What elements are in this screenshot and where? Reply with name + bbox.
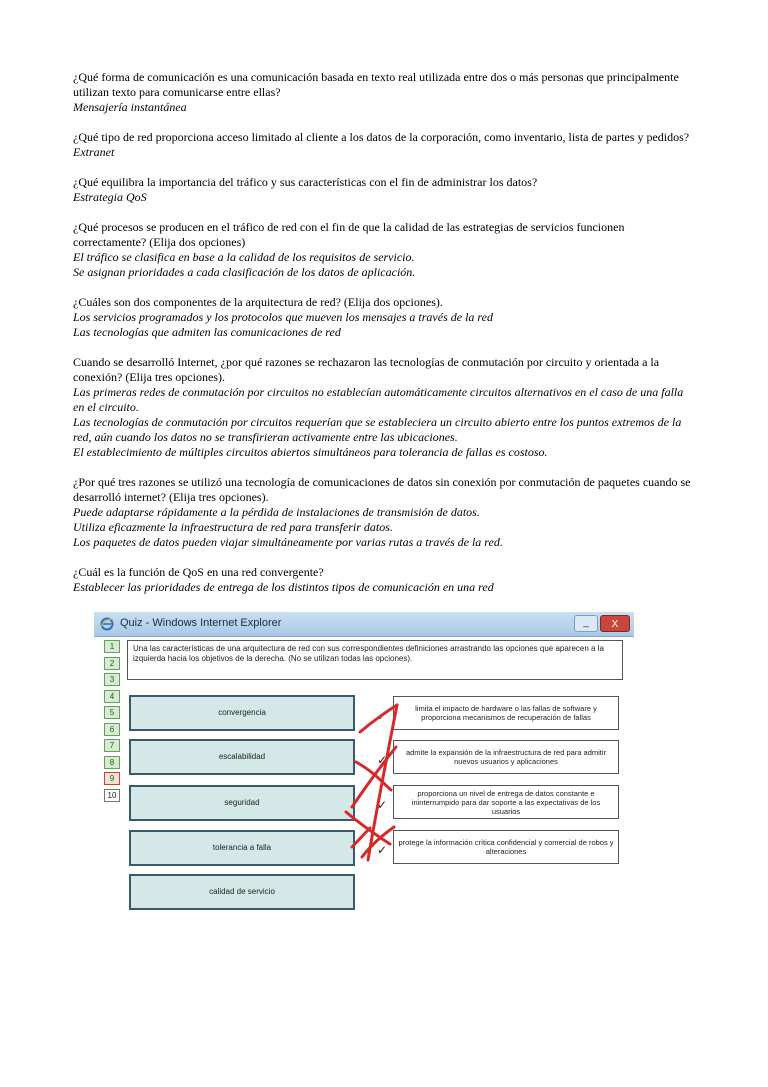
check-icon: ✓ (377, 798, 388, 812)
qa-item (73, 565, 693, 595)
answer-text: Las tecnologías que admiten las comunicaciones de red (73, 325, 341, 339)
qa-item (73, 220, 693, 280)
answer-text: Establecer las prioridades de entrega de los distintos tipos de comunicación en una red (73, 580, 494, 594)
qa-item (73, 175, 693, 205)
check-icon: ✓ (377, 709, 388, 723)
answer-text: Extranet (73, 145, 115, 159)
answer-text: Estrategia QoS (73, 190, 147, 204)
check-icon: ✓ (377, 843, 388, 857)
check-icon: ✓ (377, 753, 388, 767)
document-body (73, 70, 693, 610)
quiz-screenshot (94, 612, 634, 926)
minimize-button[interactable]: _ (574, 615, 598, 632)
answer-text: Puede adaptarse rápidamente a la pérdida de instalaciones de transmisión de datos. (73, 505, 480, 519)
answer-text: El tráfico se clasifica en base a la calidad de los requisitos de servicio. (73, 250, 415, 264)
answer-text: El establecimiento de múltiples circuitos abiertos simultáneos para tolerancia de fallas es costoso. (73, 445, 548, 459)
target-3-text: proporciona un nivel de entrega de datos constante e ininterrumpido para dar soporte a las expectativas de los usuarios (411, 788, 601, 816)
question-number-button[interactable]: 4 (104, 690, 120, 703)
qa-item (73, 475, 693, 550)
question-number-button[interactable]: 5 (104, 706, 120, 719)
question-text: ¿Cuáles son dos componentes de la arquitectura de red? (Elija dos opciones). (73, 295, 443, 309)
option-escalabilidad[interactable]: escalabilidad (129, 739, 355, 775)
question-text: Cuando se desarrolló Internet, ¿por qué razones se rechazaron las tecnologías de conmutación por circuito y orientada a la conexión? (Elija tres opciones). (73, 355, 660, 384)
answer-text: Las tecnologías de conmutación por circuitos requerían que se estableciera un circuito abierto entre los puntos extremos de la red, aún cuando los datos no se transfirieran activamente entre las ubicaciones. (73, 415, 682, 444)
question-text: ¿Qué tipo de red proporciona acceso limitado al cliente a los datos de la corporación, como inventario, lista de partes y pedidos? (73, 130, 690, 144)
question-number-button[interactable]: 2 (104, 657, 120, 670)
question-number-button[interactable]: 8 (104, 756, 120, 769)
quiz-instructions: Una las características de una arquitectura de red con sus correspondientes definiciones arrastrando las opciones que aparecen a la izquierda hacia los objetivos de la derecha. (No se utilizan todas las opciones). (127, 640, 623, 680)
target-1-text: limita el impacto de hardware o las fallas de software y proporciona mecanismos de recuperación de fallas (415, 704, 597, 722)
target-2-text: admite la expansión de la infraestructura de red para admitir nuevos usuarios y aplicaciones (405, 748, 607, 766)
question-text: ¿Qué procesos se producen en el tráfico de red con el fin de que la calidad de las estrategias de servicios funcionen correctamente? (Elija dos opciones) (73, 220, 625, 249)
qa-item (73, 355, 693, 460)
answer-text: Utiliza eficazmente la infraestructura de red para transferir datos. (73, 520, 393, 534)
close-button[interactable]: X (600, 615, 630, 632)
question-number-button[interactable]: 9 (104, 772, 120, 785)
red-mark-line (352, 828, 370, 847)
answer-text: Mensajería instantánea (73, 100, 187, 114)
answer-text: Los paquetes de datos pueden viajar simultáneamente por varias rutas a través de la red. (73, 535, 503, 549)
question-number-button[interactable]: 6 (104, 723, 120, 736)
option-convergencia[interactable]: convergencia (129, 695, 355, 731)
question-text: ¿Por qué tres razones se utilizó una tecnología de comunicaciones de datos sin conexión por conmutación de paquetes cuando se desarrolló internet? (Elija tres opciones). (73, 475, 691, 504)
answer-text: Se asignan prioridades a cada clasificación de los datos de aplicación. (73, 265, 416, 279)
question-number-button[interactable]: 10 (104, 789, 120, 802)
qa-item (73, 130, 693, 160)
question-number-button[interactable]: 3 (104, 673, 120, 686)
question-text: ¿Qué equilibra la importancia del tráfico y sus características con el fin de administrar los datos? (73, 175, 538, 189)
question-text: ¿Qué forma de comunicación es una comunicación basada en texto real utilizada entre dos o más personas que principalmente utilizan texto para comunicarse entre ellas? (73, 70, 679, 99)
qa-item (73, 295, 693, 340)
answer-text: Las primeras redes de conmutación por circuitos no establecían automáticamente circuitos alternativos en el caso de una falla en el circuito. (73, 385, 684, 414)
option-tolerancia[interactable]: tolerancia a falla (129, 830, 355, 866)
red-correction-marks (94, 612, 634, 926)
question-number-button[interactable]: 7 (104, 739, 120, 752)
target-4-text: protege la información crítica confidencial y comercial de robos y alteraciones (398, 838, 614, 856)
option-seguridad[interactable]: seguridad (129, 785, 355, 821)
option-calidad[interactable]: calidad de servicio (129, 874, 355, 910)
window-title: Quiz - Windows Internet Explorer (120, 617, 282, 629)
question-number-button[interactable]: 1 (104, 640, 120, 653)
answer-text: Los servicios programados y los protocolos que mueven los mensajes a través de la red (73, 310, 493, 324)
red-mark-line (352, 747, 396, 807)
qa-item (73, 70, 693, 115)
question-text: ¿Cuál es la función de QoS en una red convergente? (73, 565, 324, 579)
